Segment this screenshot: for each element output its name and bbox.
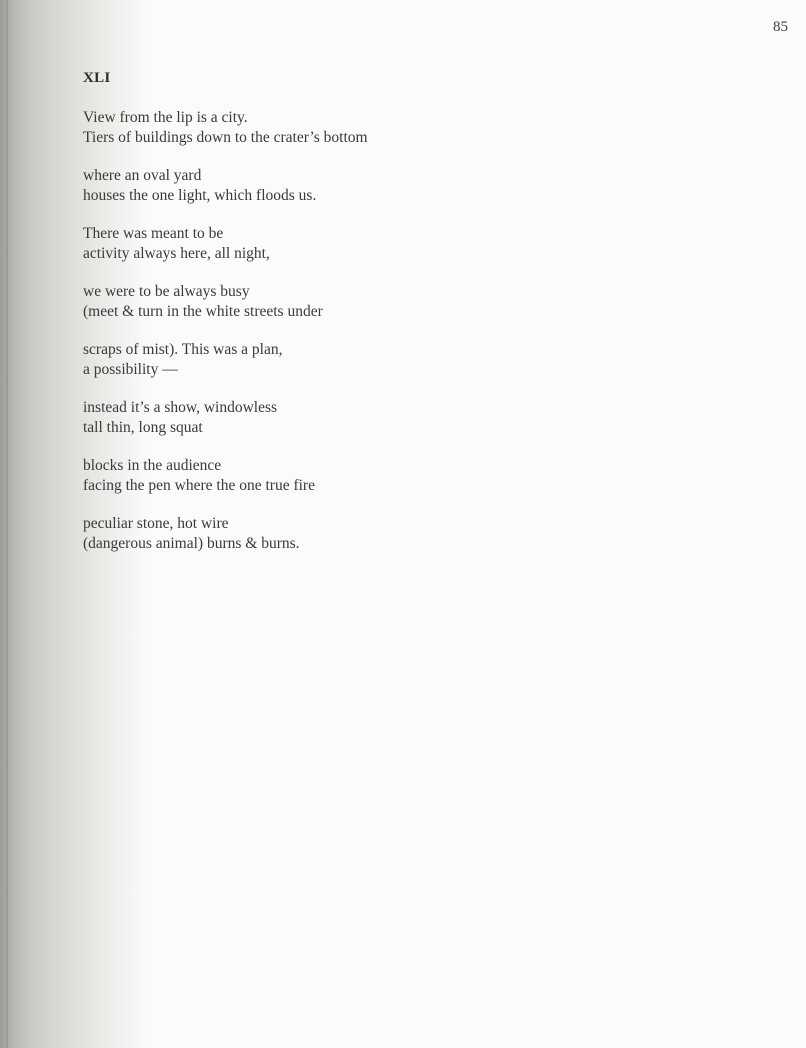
poem-line: activity always here, all night, [83,244,270,262]
poem-line: houses the one light, which floods us. [83,186,317,204]
poem-line: There was meant to be [83,225,224,242]
poem-line: Tiers of buildings down to the crater’s bottom [83,128,368,146]
poem-line: blocks in the audience [83,457,222,474]
stanza-1 [83,108,743,147]
poem-line: scraps of mist). This was a plan, [83,341,283,358]
binding-edge [6,0,8,1048]
page-number: 85 [773,19,788,35]
poem-line: (dangerous animal) burns & burns. [83,534,300,552]
poem-line: where an oval yard [83,167,202,184]
poem-line: instead it’s a show, windowless [83,399,278,416]
stanza-8 [83,514,743,553]
poem-line: facing the pen where the one true fire [83,476,315,494]
stanza-2 [83,166,743,205]
stanza-7 [83,456,743,495]
poem [83,68,743,572]
poem-title: XLI [83,70,111,86]
poem-line: a possibility — [83,360,178,378]
poem-line: we were to be always busy [83,283,250,300]
stanza-6 [83,398,743,437]
poem-line: peculiar stone, hot wire [83,515,229,532]
stanza-5 [83,340,743,379]
poem-line: tall thin, long squat [83,418,203,436]
stanza-4 [83,282,743,321]
poem-line: View from the lip is a city. [83,109,248,126]
stanza-3 [83,224,743,263]
poem-line: (meet & turn in the white streets under [83,302,323,320]
